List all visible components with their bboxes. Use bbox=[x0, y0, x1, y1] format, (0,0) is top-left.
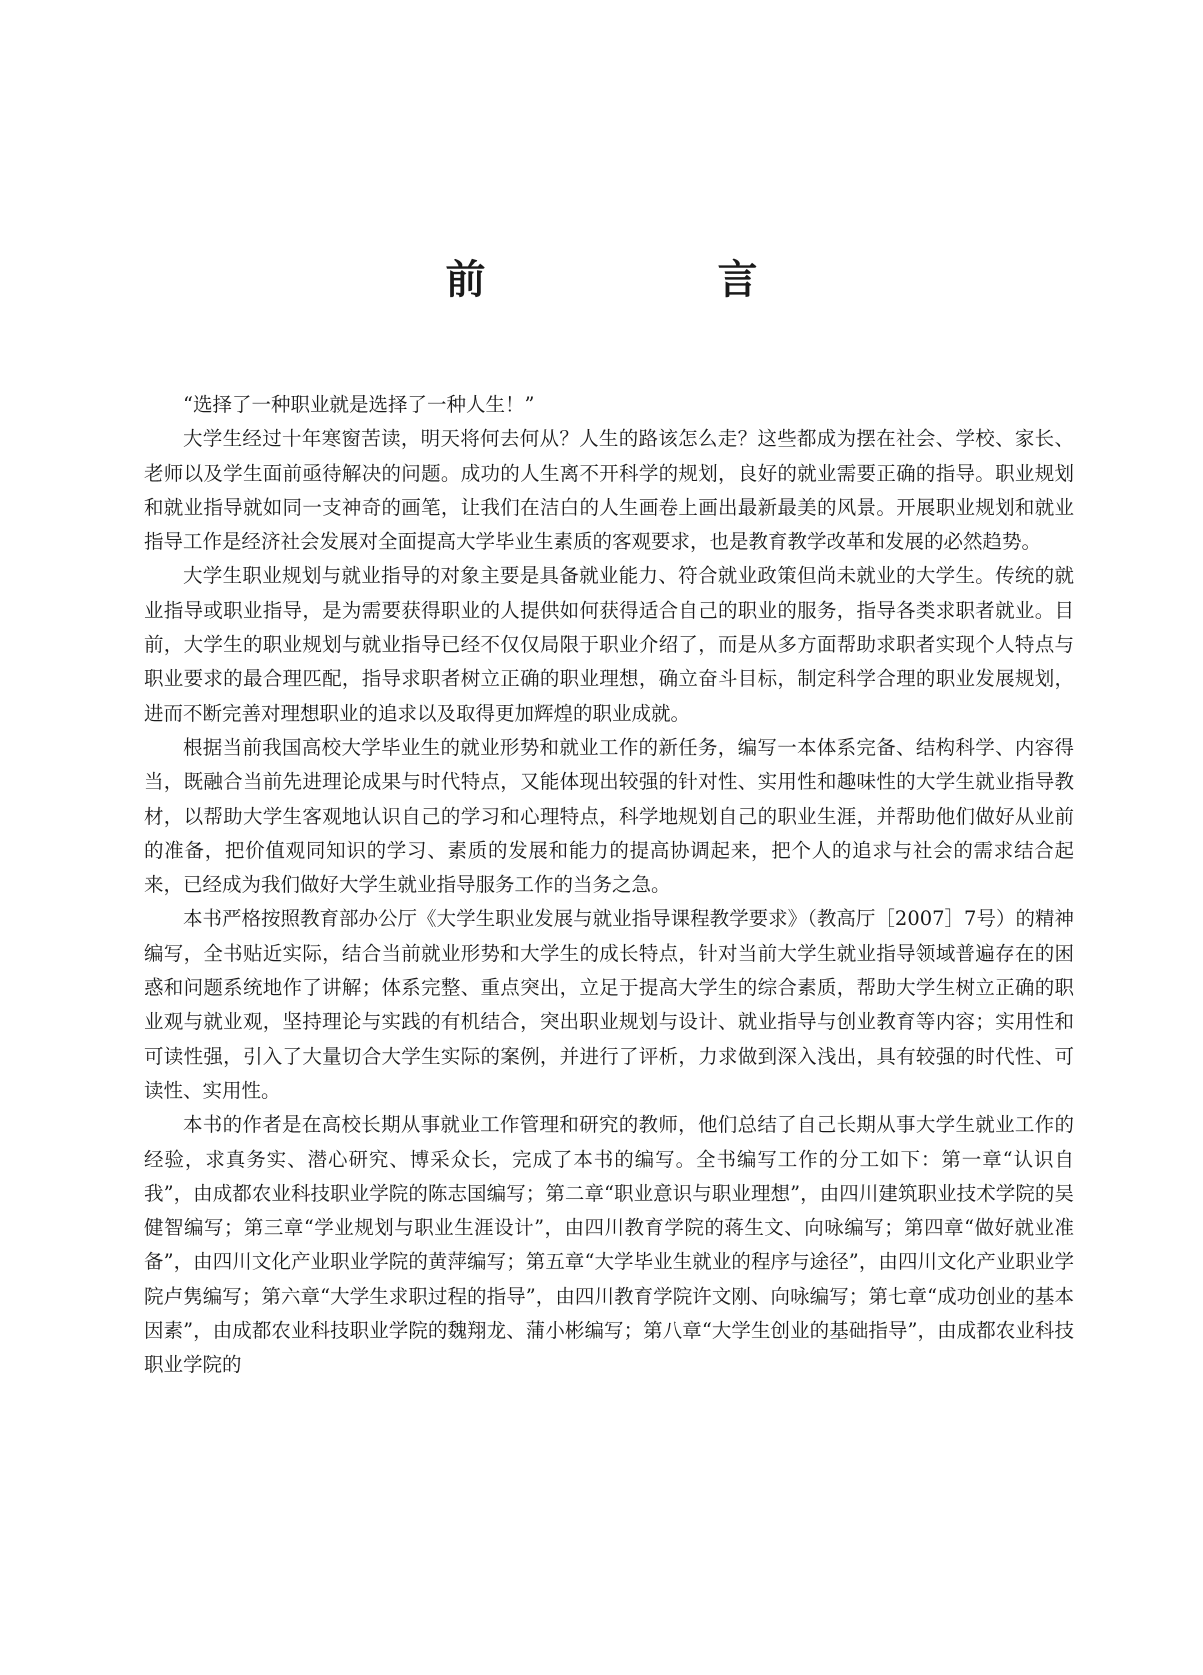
paragraph-2: 大学生经过十年寒窗苦读，明天将何去何从？人生的路该怎么走？这些都成为摆在社会、学校、家长、老师以及学生面前亟待解决的问题。成功的人生离不开科学的规划，良好的就业需要正确的指导。职业规划和就业指导就如同一支神奇的画笔，让我们在洁白的人生画卷上画出最新最美的风景。开展职业规划和就业指导工作是经济社会发展对全面提高大学毕业生素质的客观要求，也是教育教学改革和发展的必然趋势。 bbox=[144, 427, 1074, 554]
page-title: 前 言 bbox=[445, 256, 854, 303]
paragraph-4: 根据当前我国高校大学毕业生的就业形势和就业工作的新任务，编写一本体系完备、结构科学、内容得当，既融合当前先进理论成果与时代特点，又能体现出较强的针对性、实用性和趣味性的大学生就业指导教材，以帮助大学生客观地认识自己的学习和心理特点，科学地规划自己的职业生涯，并帮助他们做好从业前的准备，把价值观同知识的学习、素质的发展和能力的提高协调起来，把个人的追求与社会的需求结合起来，已经成为我们做好大学生就业指导服务工作的当务之急。 bbox=[144, 735, 1074, 897]
paragraph-6: 本书的作者是在高校长期从事就业工作管理和研究的教师，他们总结了自己长期从事大学生就业工作的经验，求真务实、潜心研究、博采众长，完成了本书的编写。全书编写工作的分工如下：第一章“认识自我”，由成都农业科技职业学院的陈志国编写；第二章“职业意识与职业理想”，由四川建筑职业技术学院的吴健智编写；第三章“学业规划与职业生涯设计”，由四川教育学院的蒋生文、向咏编写；第四章“做好就业准备”，由四川文化产业职业学院的黄萍编写；第五章“大学毕业生就业的程序与途径”，由四川文化产业职业学院卢隽编写；第六章“大学生求职过程的指导”，由四川教育学院许文刚、向咏编写；第七章“成功创业的基本因素”，由成都农业科技职业学院的魏翔龙、蒲小彬编写；第八章“大学生创业的基础指导”，由成都农业科技职业学院的 bbox=[144, 1113, 1074, 1377]
paragraph-3: 大学生职业规划与就业指导的对象主要是具备就业能力、符合就业政策但尚未就业的大学生。传统的就业指导或职业指导，是为需要获得职业的人提供如何获得适合自己的职业的服务，指导各类求职者就业。目前，大学生的职业规划与就业指导已经不仅仅局限于职业介绍了，而是从多方面帮助求职者实现个人特点与职业要求的最合理匹配，指导求职者树立正确的职业理想，确立奋斗目标，制定科学合理的职业发展规划，进而不断完善对理想职业的追求以及取得更加辉煌的职业成就。 bbox=[144, 564, 1074, 725]
paragraph-1: “选择了一种职业就是选择了一种人生！” bbox=[183, 393, 535, 416]
paragraph-5: 本书严格按照教育部办公厅《大学生职业发展与就业指导课程教学要求》（教高厅［2007］7号）的精神编写，全书贴近实际，结合当前就业形势和大学生的成长特点，针对当前大学生就业指导领域普遍存在的困惑和问题系统地作了讲解；体系完整、重点突出，立足于提高大学生的综合素质，帮助大学生树立正确的职业观与就业观，坚持理论与实践的有机结合，突出职业规划与设计、就业指导与创业教育等内容；实用性和可读性强，引入了大量切合大学生实际的案例，并进行了评析，力求做到深入浅出，具有较强的时代性、可读性、实用性。 bbox=[144, 907, 1074, 1102]
preface-body bbox=[144, 388, 1074, 1383]
